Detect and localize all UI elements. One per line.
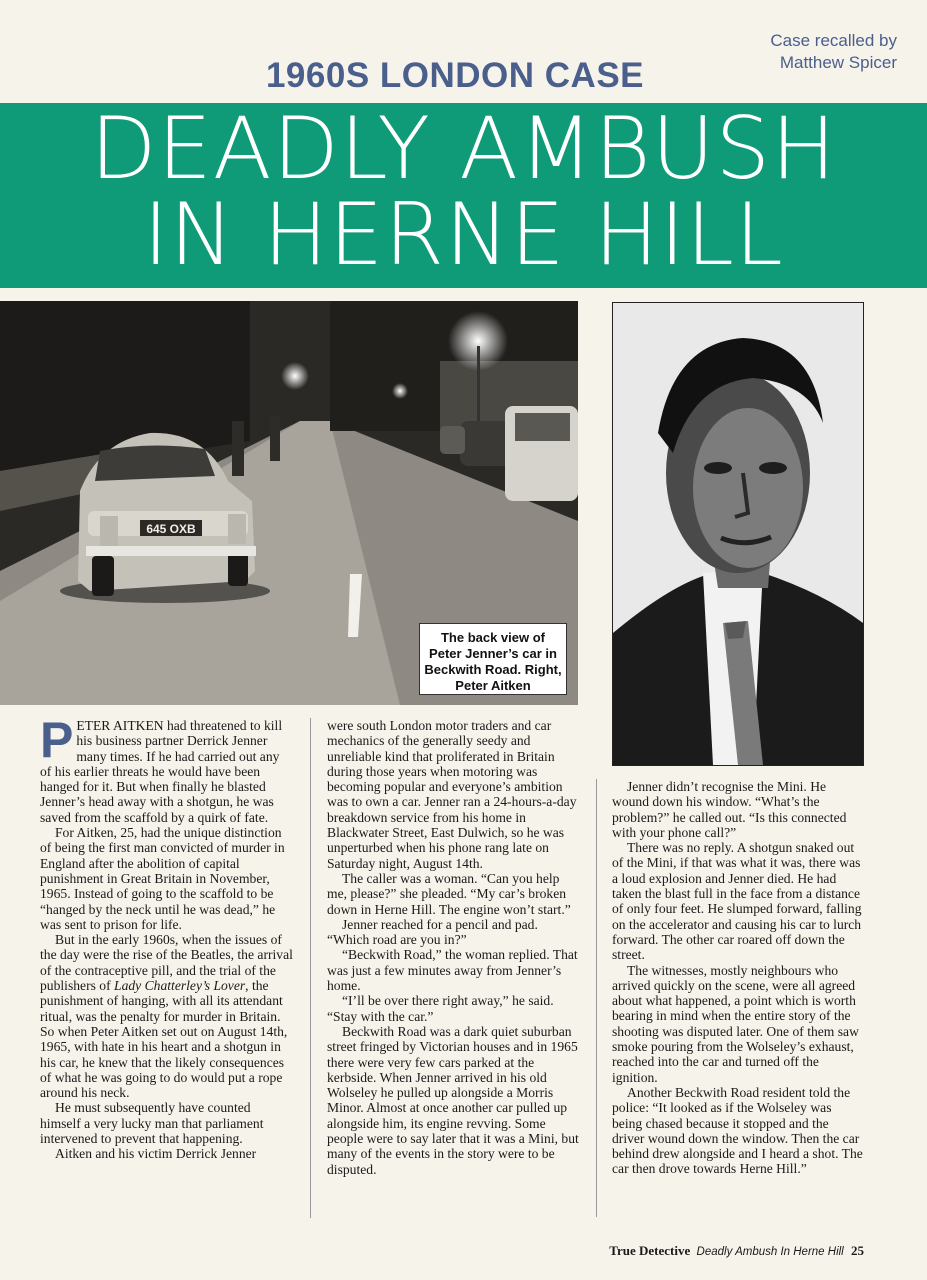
page-footer bbox=[609, 1243, 864, 1259]
license-plate: 645 OXB bbox=[146, 522, 196, 536]
column-divider-1 bbox=[310, 718, 311, 1218]
paragraph: Jenner reached for a pencil and pad. “Which road are you in?” bbox=[327, 916, 538, 948]
portrait-illustration bbox=[613, 303, 863, 765]
paragraph: Beckwith Road was a dark quiet suburban street fringed by Victorian houses and in 1965 there were very few cars parked at the kerbside. When Jenner arrived in his old Wolseley he pulled up alongside a Morris Minor. Almost at once another car pulled up alongside him, its engine revving. Some people were to say later that it was a Mini, but many of the events in the story were to be disputed. bbox=[327, 1023, 579, 1177]
magazine-name: True Detective bbox=[609, 1243, 691, 1258]
paragraph: There was no reply. A shotgun snaked out of the Mini, if that was what it was, there was a loud explosion and Jenner died. He had taken the blast full in the face from a distance of only four feet. He slumped forward, falling on the accelerator and causing his car to lurch forward. The other car roared off down the street. bbox=[612, 840, 862, 963]
paragraph: “Beckwith Road,” the woman replied. That was just a few minutes away from Jenner’s home. bbox=[327, 947, 578, 994]
paragraph: But in the early 1960s, when the issues of the day were the rise of the Beatles, the arrival of the contraceptive pill, and the trial of the publishers of Lady Chatterley’s Lover, the punishment of hanging, with all its attendant ritual, was the penalty for murder in Britain. So when Peter Aitken set out on August 14th, 1965, with hate in his heart and a shotgun in his car, he knew that the likely consequences of what he was going to do would put a rope around his neck. bbox=[40, 932, 293, 1101]
page-number: 25 bbox=[851, 1243, 864, 1258]
paragraph: Aitken and his victim Derrick Jenner bbox=[55, 1146, 257, 1162]
paragraph: “I’ll be over there right away,” he said. “Stay with the car.” bbox=[327, 993, 554, 1024]
paragraph: were south London motor traders and car mechanics of the generally seedy and unreliable kind that proliferated in Britain during those years when motoring was becoming popular and everyone’s ambition was to own a car. Jenner ran a 24-hours-a-day breakdown service from his home in Blackwater Street, East Dulwich, so he was unperturbed when his phone rang late on Saturday night, August 14th. bbox=[327, 718, 577, 871]
photo-caption: The back view of Peter Jenner’s car in Beckwith Road. Right, Peter Aitken bbox=[419, 623, 567, 695]
paragraph: PETER AITKEN had threatened to kill his business partner Derrick Jenner many times. If he had carried out any of his earlier threats he would have been hanged for it. But when finally he blasted Jenner’s head away with a shotgun, he was saved from the scaffold by a quirk of fate. bbox=[40, 712, 283, 825]
article-column-3 bbox=[612, 779, 864, 1177]
drop-cap: P bbox=[40, 712, 74, 768]
article-column-1 bbox=[40, 712, 293, 1162]
headline-line-1: DEADLY AMBUSH bbox=[90, 99, 837, 199]
section-kicker: 1960S LONDON CASE bbox=[265, 56, 645, 95]
headline-line-2: IN HERNE HILL bbox=[143, 185, 784, 285]
paragraph: He must subsequently have counted himself a very lucky man that parliament intervened to prevent that happening. bbox=[40, 1100, 264, 1147]
paragraph: Jenner didn’t recognise the Mini. He wound down his window. “What’s the problem?” he called out. “Is this connected with your phone call?” bbox=[612, 779, 847, 840]
footer-article-title: Deadly Ambush In Herne Hill bbox=[696, 1246, 844, 1258]
paragraph: Another Beckwith Road resident told the police: “It looked as if the Wolseley was being chased because it stopped and the driver wound down the window. Then the car behind drew alongside and I heard a shot. The car then drove towards Herne Hill.” bbox=[612, 1084, 863, 1177]
credit-line-1: Case recalled by bbox=[770, 31, 897, 50]
paragraph: The witnesses, mostly neighbours who arrived quickly on the scene, were all agreed about what happened, a point which is worth bearing in mind when the entire story of the shooting was disputed later. One of them saw smoke pouring from the Wolseley’s exhaust, reached into the car and turned off the ignition. bbox=[612, 962, 859, 1085]
paragraph: The caller was a woman. “Can you help me, please?” she pleaded. “My car’s broken down in Herne Hill. The engine won’t start.” bbox=[327, 870, 571, 917]
column-divider-2 bbox=[596, 779, 597, 1217]
book-title: Lady Chatterley’s Lover bbox=[114, 978, 246, 994]
article-column-2 bbox=[327, 718, 579, 1177]
paragraph: For Aitken, 25, had the unique distinction of being the first man convicted of murder in England after the abolition of capital punishment in Great Britain in November, 1965. Instead of going to the scaffold to be “hanged by the neck until he was dead,” he was sent to prison for life. bbox=[40, 825, 285, 932]
portrait-photo bbox=[612, 302, 864, 766]
credit-line-2: Matthew Spicer bbox=[779, 53, 897, 72]
headline bbox=[0, 99, 927, 285]
